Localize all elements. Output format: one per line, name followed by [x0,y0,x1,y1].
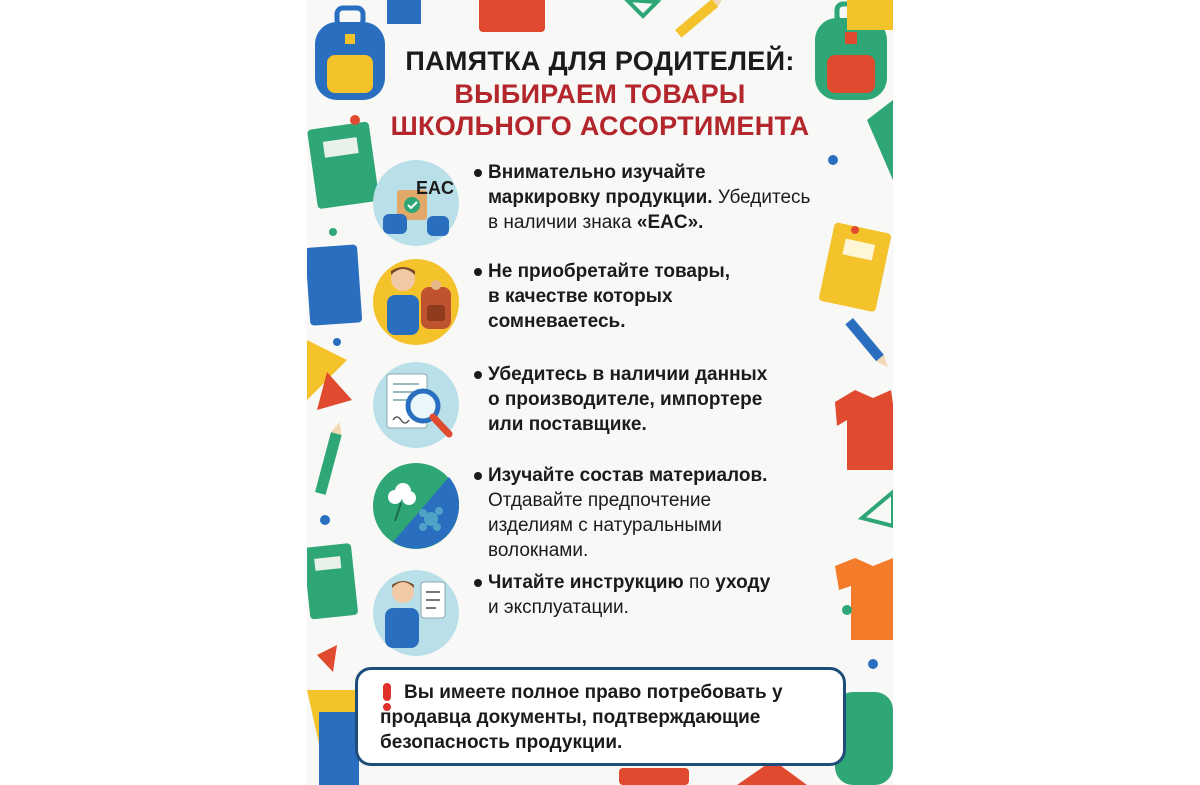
tip-text-bold: в качестве которых [488,286,673,307]
tip-text-bold: Убедитесь в наличии данных [488,364,768,385]
tip-item-materials [373,463,873,561]
tip-text-bold: о производителе, импортере [488,389,763,410]
book-icon-bottom [619,768,689,785]
cotton-vs-synthetic-icon [373,463,459,549]
tip-text-bold: или поставщике. [488,414,647,435]
poster [307,0,893,785]
doubtful-product-icon [373,259,459,345]
pencil-icon-top [675,0,727,38]
tip-item-care [373,570,873,665]
book-icon-left-2 [307,244,362,325]
bullet [474,579,482,587]
tip-text-bold: сомневаетесь. [488,311,626,332]
rights-note-box [355,667,846,766]
rights-note-text: Вы имеете полное право потребовать у продавца документы, подтверждающие безопасность продукции. [380,682,783,753]
tip-item-doubt [373,259,873,354]
tip-text-normal: волокнами. [488,540,589,561]
tip-text-bold: Изучайте состав материалов. [488,465,768,486]
triangle-deco-left-3 [317,645,337,672]
document-magnifier-icon [373,362,459,448]
tip-text-normal: по [683,572,716,593]
pencil-icon-left [315,421,345,495]
svg-text:EAC: EAC [415,178,455,198]
title-line-1: ПАМЯТКА ДЛЯ РОДИТЕЛЕЙ: [405,46,795,76]
tip-text-normal: Убедитесь [712,187,811,208]
tip-text-bold: Не приобретайте товары, [488,261,731,282]
bullet [474,169,482,177]
title-line-2: ВЫБИРАЕМ ТОВАРЫ [454,79,746,109]
tip-text [488,259,878,334]
tip-text-normal: Отдавайте предпочтение [488,490,712,511]
tip-text-normal: и эксплуатации. [488,597,629,618]
title-line-3: ШКОЛЬНОГО АССОРТИМЕНТА [390,111,810,141]
tip-text-bold: уходу [715,572,771,593]
tip-text [488,160,878,235]
tip-text-bold: Внимательно изучайте [488,162,706,183]
tip-text [488,570,878,620]
tip-item-eac [373,160,873,255]
tip-text-normal: изделиям с натуральными [488,515,722,536]
tip-text-bold: Читайте инструкцию [488,572,684,593]
eac-marking-icon [373,160,459,246]
triangle-deco-top [627,0,657,16]
book-icon-top-left [387,0,421,24]
notebook-icon-left-3 [307,543,358,620]
tip-text [488,362,878,437]
book-icon-top [479,0,545,32]
tip-text-bold: маркировку продукции. [488,187,713,208]
tip-text-bold: «EAC». [636,212,704,233]
bullet [474,371,482,379]
tip-item-manufacturer [373,362,873,457]
bullet [474,472,482,480]
tip-text [488,463,878,563]
tip-text-normal: в наличии знака [488,212,637,233]
bullet [474,268,482,276]
book-icon-bottom-left [319,712,359,785]
shape-deco-top-right [847,0,893,30]
care-label-icon [373,570,459,656]
